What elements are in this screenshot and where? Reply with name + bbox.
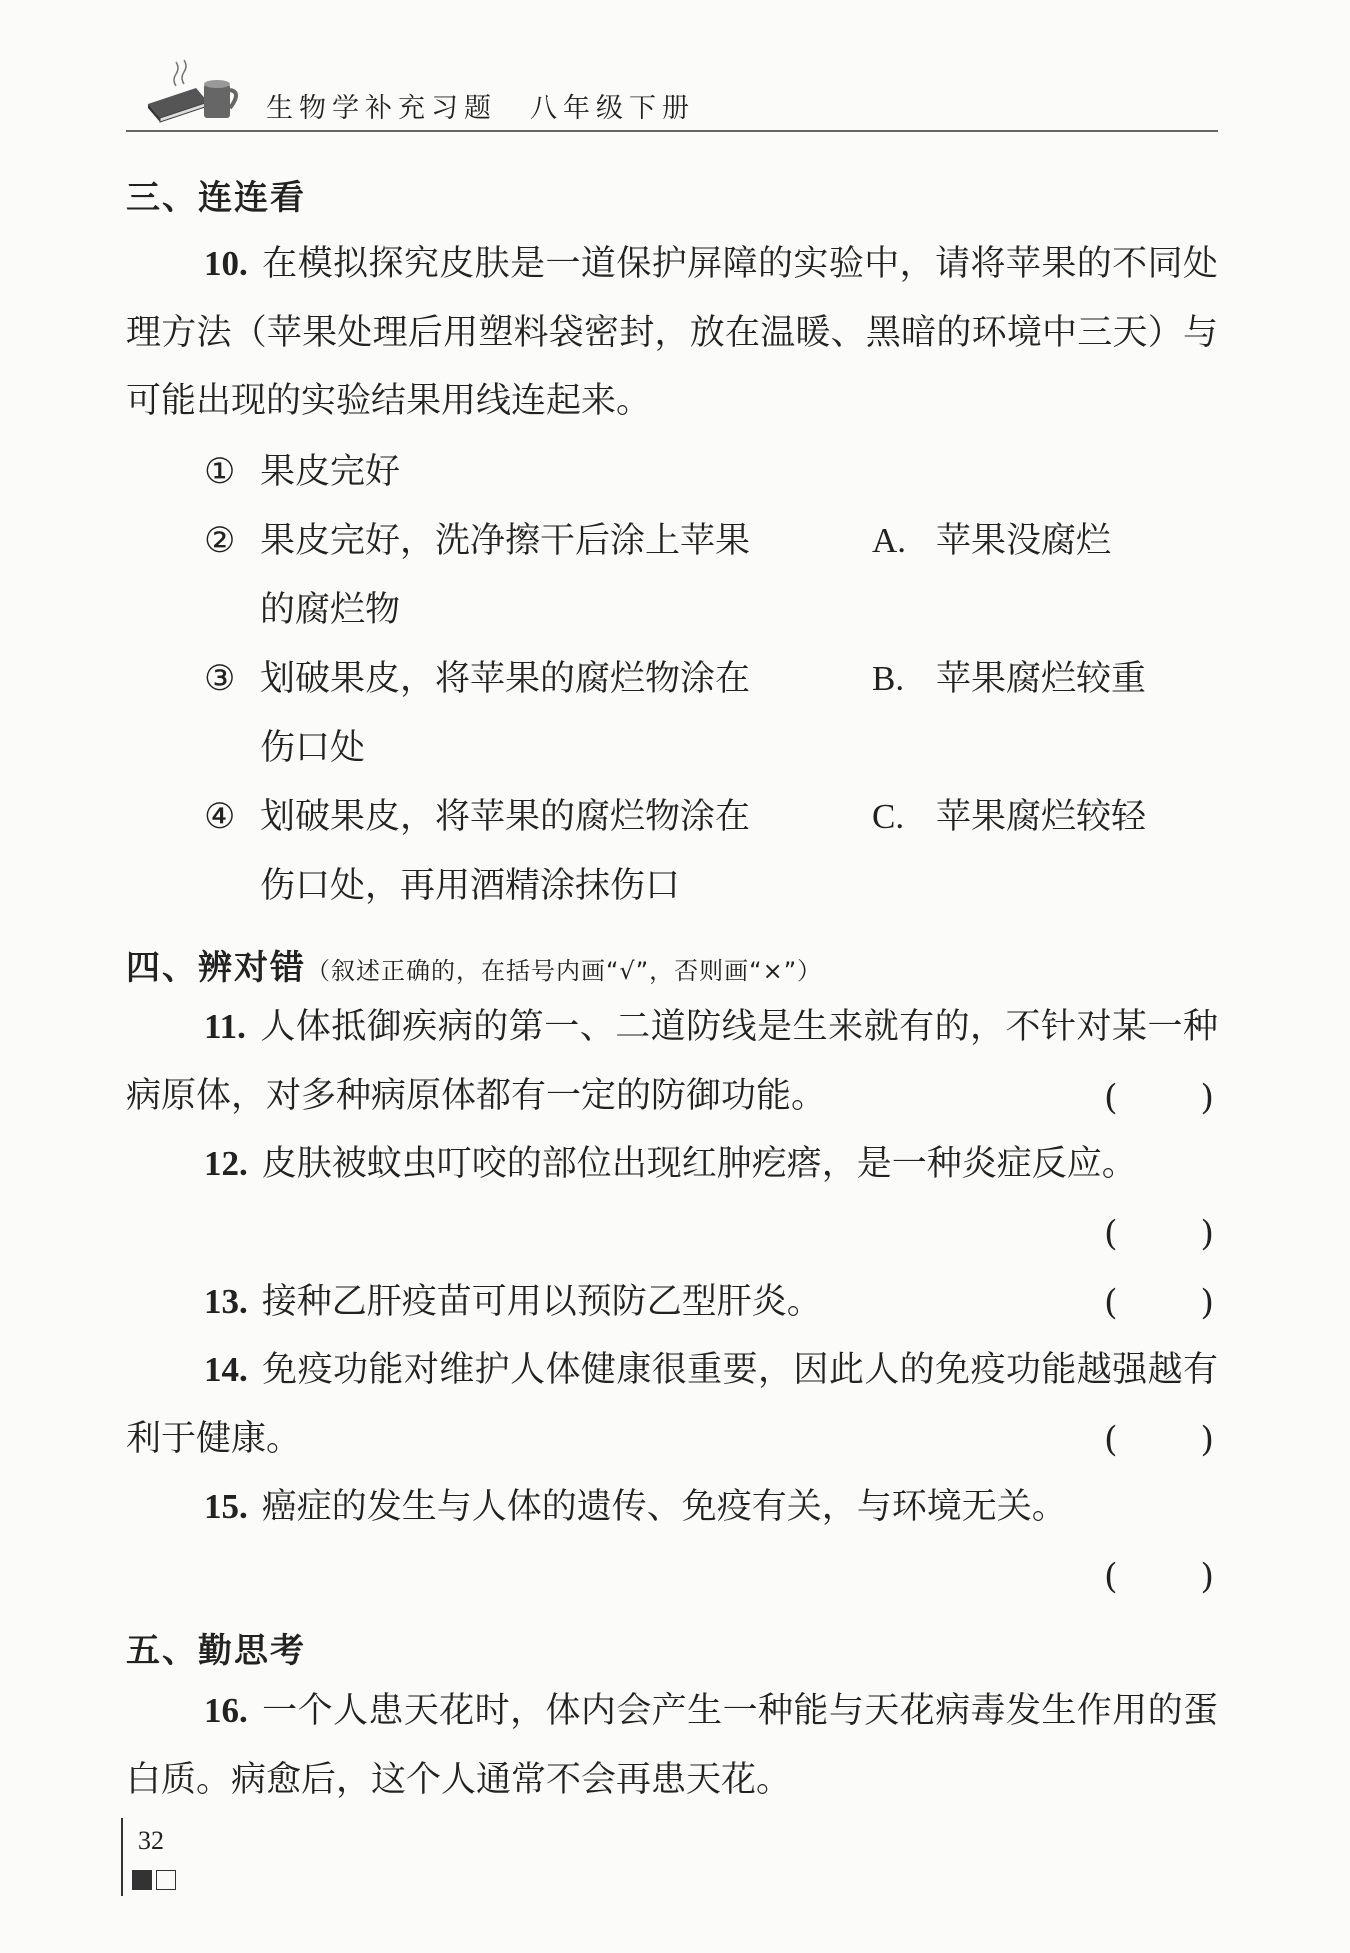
option-marker: ① — [204, 452, 236, 492]
question-text: 皮肤被蚊虫叮咬的部位出现红肿疙瘩，是一种炎症反应。 — [261, 1144, 1137, 1184]
option-text: 划破果皮，将苹果的腐烂物涂在 — [260, 659, 751, 699]
section-title-thinking: 五、勤思考 — [126, 1631, 306, 1671]
option-text-continued: 的腐烂物 — [260, 589, 401, 630]
answer-parentheses[interactable]: ( ) — [1104, 1557, 1214, 1597]
book-and-cup-icon — [146, 58, 246, 128]
question-number: 12. — [204, 1144, 248, 1183]
question-text: 免疫功能对维护人体健康很重要，因此人的免疫功能越强越有利于健康。 — [126, 1350, 1218, 1459]
option-text-continued: 伤口处，再用酒精涂抹伤口 — [260, 865, 681, 906]
question-text: 人体抵御疾病的第一、二道防线是生来就有的，不针对某一种病原体，对多种病原体都有一定的防御功能。 — [126, 1007, 1218, 1116]
empty-square-icon — [156, 1870, 176, 1890]
section-title-matching: 三、连连看 — [126, 178, 306, 218]
footer-bar — [121, 1818, 123, 1896]
question-15 — [126, 1473, 1218, 1542]
filled-square-icon — [132, 1870, 152, 1890]
question-13 — [126, 1268, 1218, 1337]
option-marker: ③ — [204, 659, 236, 699]
result-text: 苹果腐烂较轻 — [936, 797, 1147, 837]
page-header — [126, 40, 1218, 132]
option-marker: ④ — [204, 797, 236, 837]
question-number: 15. — [204, 1487, 248, 1526]
question-text: 接种乙肝疫苗可用以预防乙型肝炎。 — [261, 1282, 822, 1322]
result-text: 苹果没腐烂 — [936, 521, 1112, 561]
question-16 — [126, 1677, 1218, 1814]
question-text: 在模拟探究皮肤是一道保护屏障的实验中，请将苹果的不同处理方法（苹果处理后用塑料袋密封，放在温暖、黑暗的环境中三天）与可能出现的实验结果用线连起来。 — [126, 244, 1218, 421]
page-number: 32 — [138, 1826, 164, 1855]
option-text: 果皮完好 — [260, 452, 401, 492]
result-b — [872, 645, 1146, 714]
question-text: 一个人患天花时，体内会产生一种能与天花病毒发生作用的蛋白质。病愈后，这个人通常不会再患天花。 — [126, 1691, 1218, 1800]
option-text-continued: 伤口处 — [260, 727, 366, 768]
section-instruction: （叙述正确的，在括号内画“√”，否则画“×”） — [306, 957, 823, 985]
option-text: 果皮完好，洗净擦干后涂上苹果 — [260, 521, 751, 561]
result-letter: B. — [872, 659, 905, 698]
answer-parentheses[interactable]: ( ) — [1104, 1420, 1214, 1460]
question-12 — [126, 1130, 1218, 1199]
question-number: 10. — [204, 244, 248, 283]
question-number: 16. — [204, 1691, 248, 1730]
question-10 — [126, 230, 1218, 436]
result-letter: A. — [872, 521, 907, 560]
option-1 — [204, 438, 814, 507]
book-title: 生物学补充习题 八年级下册 — [266, 93, 695, 124]
option-3 — [204, 645, 814, 782]
answer-parentheses[interactable]: ( ) — [1104, 1078, 1214, 1118]
question-number: 14. — [204, 1350, 248, 1389]
question-14 — [126, 1336, 1218, 1473]
section-title-text: 四、辨对错 — [126, 948, 306, 988]
question-number: 13. — [204, 1282, 248, 1321]
option-text: 划破果皮，将苹果的腐烂物涂在 — [260, 797, 751, 837]
question-11 — [126, 993, 1218, 1130]
result-c — [872, 783, 1146, 852]
option-2 — [204, 507, 814, 644]
option-4 — [204, 783, 814, 920]
question-number: 11. — [204, 1007, 246, 1046]
header-divider — [126, 130, 1218, 132]
result-text: 苹果腐烂较重 — [936, 659, 1147, 699]
result-letter: C. — [872, 797, 905, 836]
result-a — [872, 507, 1111, 576]
section-title-true-false — [126, 940, 822, 989]
answer-parentheses[interactable]: ( ) — [1104, 1283, 1214, 1323]
answer-parentheses[interactable]: ( ) — [1104, 1214, 1214, 1254]
option-marker: ② — [204, 521, 236, 561]
question-text: 癌症的发生与人体的遗传、免疫有关，与环境无关。 — [261, 1487, 1067, 1527]
